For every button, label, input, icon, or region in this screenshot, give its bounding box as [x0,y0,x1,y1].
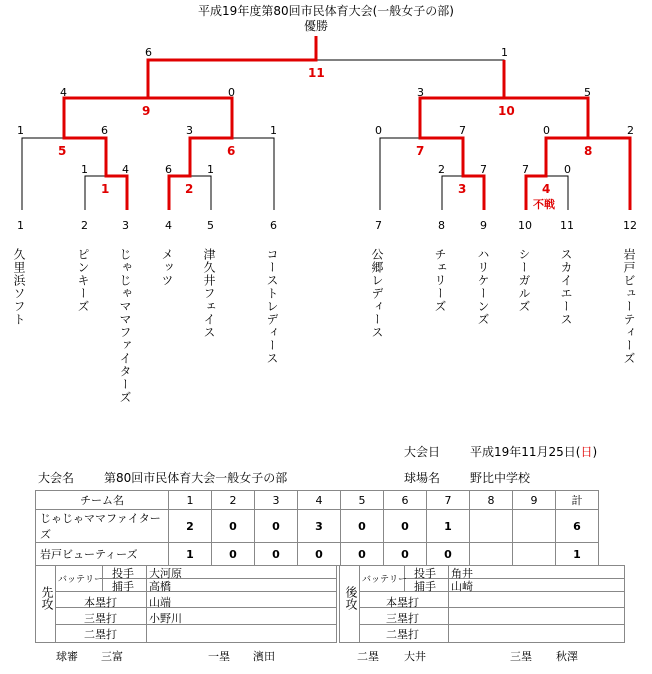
team-name: 津久井フェイス [202,248,216,339]
scoreboard-header [36,491,599,510]
game-number: 8 [584,144,593,158]
team-name: じゃじゃママファイターズ [118,248,132,404]
pitcher-name: 大河原 [149,567,182,580]
team-number: 5 [207,219,214,232]
header-inning: 1 [169,491,212,510]
team-name: シーガルズ [517,248,531,313]
total-score: 6 [556,510,599,543]
header-inning: 4 [298,491,341,510]
team-number: 12 [623,219,637,232]
score-label: 3 [186,124,193,137]
game-number: 6 [227,144,236,158]
header-inning: 2 [212,491,255,510]
home-run-label: 本塁打 [84,596,117,609]
score-label: 1 [270,124,277,137]
header-inning: 3 [255,491,298,510]
day-of-week: 日 [580,445,593,459]
inning-score: 0 [298,543,341,566]
forfeit-label: 不戦 [533,198,555,211]
team-name: コーストレディース [265,248,279,365]
catcher-label: 捕手 [112,580,134,593]
venue-label: 球場名 [404,471,441,485]
umpire-chief: 三富 [101,650,123,663]
team-number: 11 [560,219,574,232]
score-label: 7 [522,163,529,176]
team-number: 6 [270,219,277,232]
pitcher-label: 投手 [414,567,436,580]
first-attack-panel [35,565,337,643]
score-label: 2 [627,124,634,137]
team-name: チェリーズ [433,248,447,313]
double-label: 二塁打 [386,628,419,641]
score-label: 0 [543,124,550,137]
pitcher-label: 投手 [112,567,134,580]
total-score: 1 [556,543,599,566]
score-label: 7 [459,124,466,137]
umpire-third: 秋澤 [556,650,578,663]
team-cell: じゃじゃママファイターズ [36,510,169,543]
home-run-label: 本塁打 [386,596,419,609]
score-label: 1 [207,163,214,176]
inning-score: 0 [341,543,384,566]
inning-score: 0 [255,543,298,566]
date-label: 大会日 [404,445,441,459]
inning-score [513,510,556,543]
umpire-second-label: 二塁 [357,650,379,663]
team-number: 1 [17,219,24,232]
inning-score: 1 [427,510,470,543]
team-number: 8 [438,219,445,232]
score-label: 0 [228,86,235,99]
inning-score [513,543,556,566]
triple-label: 三塁打 [386,612,419,625]
inning-score: 2 [169,510,212,543]
team-name: 岩戸ビューティーズ [622,248,636,365]
team-cell: 岩戸ビューティーズ [36,543,169,566]
umpire-first-label: 一塁 [208,650,230,663]
inning-score: 0 [384,543,427,566]
umpire-second: 大井 [404,650,426,663]
score-label: 7 [480,163,487,176]
header-inning: 6 [384,491,427,510]
game-number: 1 [101,182,110,196]
score-label: 1 [17,124,24,137]
team-name: 久里浜ソフト [12,248,26,326]
winner-path [504,98,630,210]
inning-score: 1 [169,543,212,566]
catcher-name: 山崎 [451,580,473,593]
catcher-label: 捕手 [414,580,436,593]
game-number: 10 [498,104,515,118]
venue-value: 野比中学校 [470,471,531,485]
battery-label: バッテリー [362,575,408,585]
header-inning: 7 [427,491,470,510]
team-number: 3 [122,219,129,232]
team-number: 7 [375,219,382,232]
game-number: 2 [185,182,194,196]
triple-label: 三塁打 [84,612,117,625]
game-number: 9 [142,104,151,118]
team-number: 9 [480,219,487,232]
team-name: 公郷レディース [370,248,384,339]
inning-score: 3 [298,510,341,543]
bracket-line [232,138,274,210]
bracket-line [316,60,504,98]
score-label: 1 [501,46,508,59]
first-attack-label: 先攻 [40,586,54,610]
event-name-value: 第80回市民体育大会一般女子の部 [104,471,288,485]
team-name: スカイエース [559,248,573,326]
score-label: 2 [438,163,445,176]
score-label: 6 [145,46,152,59]
table-row [36,543,599,566]
table-row [36,510,599,543]
pitcher-name: 角井 [451,567,473,580]
catcher-name: 高橋 [149,580,171,593]
score-label: 3 [417,86,424,99]
team-number: 10 [518,219,532,232]
home-run-value: 山端 [149,596,171,609]
header-team: チーム名 [36,491,169,510]
double-label: 二塁打 [84,628,117,641]
page-title: 平成19年度第80回市民体育大会(一般女子の部) [198,4,454,18]
bracket-line [380,138,420,210]
game-number: 7 [416,144,425,158]
inning-score [470,510,513,543]
header-inning: 5 [341,491,384,510]
second-attack-label: 後攻 [344,586,358,610]
inning-score: 0 [255,510,298,543]
score-label: 4 [60,86,67,99]
battery-label: バッテリー [58,575,104,585]
score-label: 5 [584,86,591,99]
scoreboard-table [35,490,599,566]
umpire-chief-label: 球審 [56,650,78,663]
inning-score: 0 [212,543,255,566]
umpire-first: 濱田 [253,650,275,663]
team-name: メッツ [160,248,174,287]
inning-score: 0 [212,510,255,543]
triple-value: 小野川 [149,612,182,625]
team-number: 4 [165,219,172,232]
date-value: 平成19年11月25日(日) [470,445,598,459]
team-number: 2 [81,219,88,232]
header-inning: 9 [513,491,556,510]
header-total: 計 [556,491,599,510]
header-inning: 8 [470,491,513,510]
score-label: 0 [375,124,382,137]
score-label: 0 [564,163,571,176]
game-number: 3 [458,182,467,196]
champion-label: 優勝 [303,19,328,33]
score-label: 6 [101,124,108,137]
inning-score: 0 [384,510,427,543]
inning-score: 0 [427,543,470,566]
umpire-third-label: 三塁 [510,650,532,663]
game-number: 4 [542,182,551,196]
event-name-label: 大会名 [38,471,75,485]
inning-score [470,543,513,566]
second-attack-panel [339,565,625,643]
team-name: ピンキーズ [76,248,90,313]
team-name: ハリケーンズ [476,248,490,326]
game-number: 11 [308,66,325,80]
score-label: 4 [122,163,129,176]
score-label: 6 [165,163,172,176]
winner-path [148,36,316,210]
game-number: 5 [58,144,67,158]
score-label: 1 [81,163,88,176]
inning-score: 0 [341,510,384,543]
